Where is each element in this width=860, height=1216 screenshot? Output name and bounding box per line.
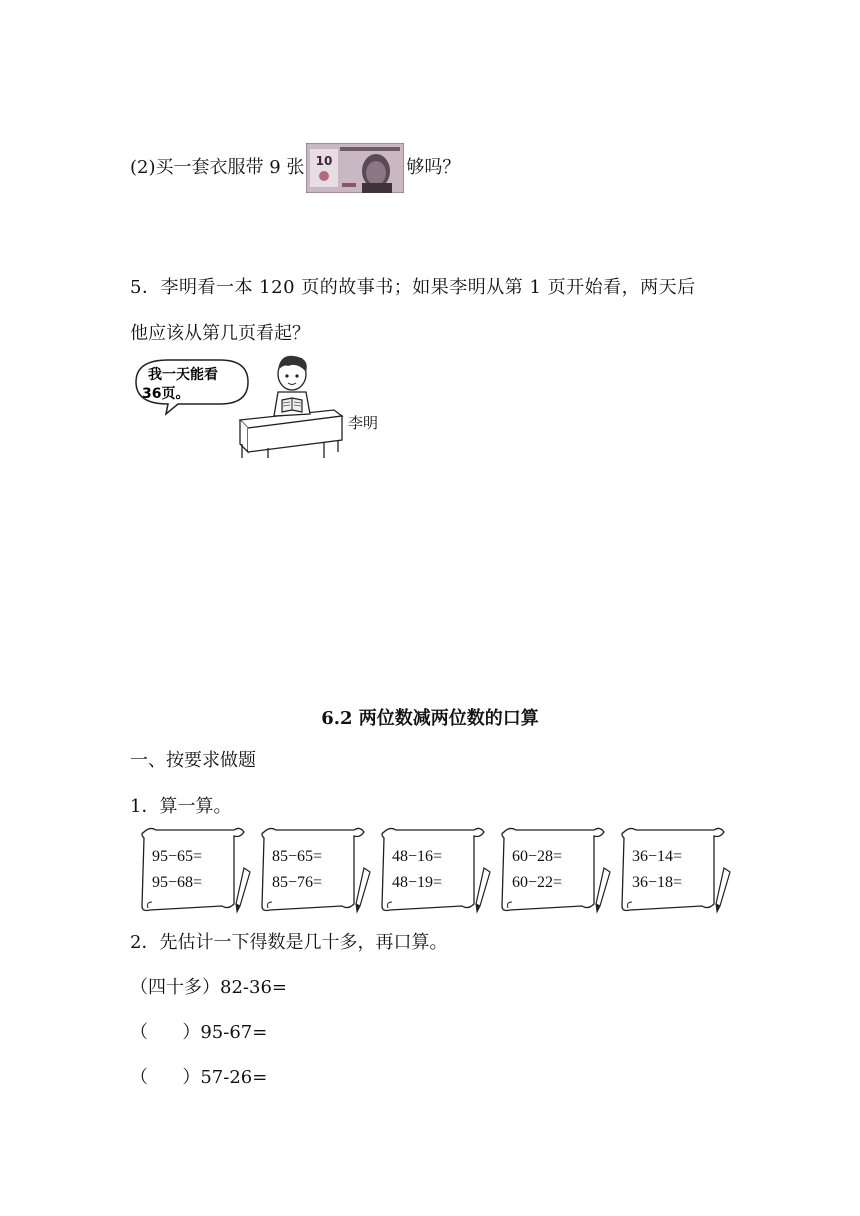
question-2-suffix: 够吗？ [406, 157, 461, 178]
expression-1: 36−14= [632, 848, 683, 865]
estimate-line-3: （ ）57-26= [130, 1067, 268, 1088]
boy-reading-illustration [128, 352, 398, 462]
expression-1: 60−28= [512, 848, 563, 865]
expression-1: 95−65= [152, 848, 203, 865]
scroll-card [496, 824, 614, 916]
question-2-line [130, 143, 460, 193]
estimate-line-1: （四十多）82-36= [130, 977, 287, 998]
illustration-name-label: 李明 [348, 414, 379, 432]
expression-2: 36−18= [632, 874, 683, 891]
scroll-icon [616, 824, 734, 916]
expression-1: 85−65= [272, 848, 323, 865]
bubble-line-1: 我一天能看 [148, 367, 218, 383]
estimate-line-2: （ ）95-67= [130, 1022, 268, 1043]
expression-2: 95−68= [152, 874, 203, 891]
question-5-line-1: 5．李明看一本 120 页的故事书；如果李明从第 1 页开始看，两天后 [130, 277, 696, 298]
expression-2: 48−19= [392, 874, 443, 891]
question-2-estimate-label: 2．先估计一下得数是几十多，再口算。 [130, 932, 448, 953]
question-1-label: 1．算一算。 [130, 796, 232, 817]
expression-1: 48−16= [392, 848, 443, 865]
banknote-label: 10 [316, 154, 333, 168]
scroll-card [256, 824, 374, 916]
scroll-card [376, 824, 494, 916]
section-title: 6.2 两位数减两位数的口算 [321, 708, 539, 729]
question-5-line-2: 他应该从第几页看起？ [130, 323, 310, 344]
expression-2: 85−76= [272, 874, 323, 891]
scroll-icon [256, 824, 374, 916]
section-heading: 一、按要求做题 [130, 750, 256, 771]
expression-2: 60−22= [512, 874, 563, 891]
bubble-line-2: 36页。 [142, 386, 190, 402]
scroll-card [136, 824, 254, 916]
banknote-10-yuan-icon [306, 143, 404, 193]
scroll-cards-row [130, 824, 730, 916]
question-2-prefix: (2)买一套衣服带 9 张 [130, 157, 305, 178]
scroll-icon [136, 824, 254, 916]
scroll-icon [496, 824, 614, 916]
scroll-card [616, 824, 734, 916]
scroll-icon [376, 824, 494, 916]
